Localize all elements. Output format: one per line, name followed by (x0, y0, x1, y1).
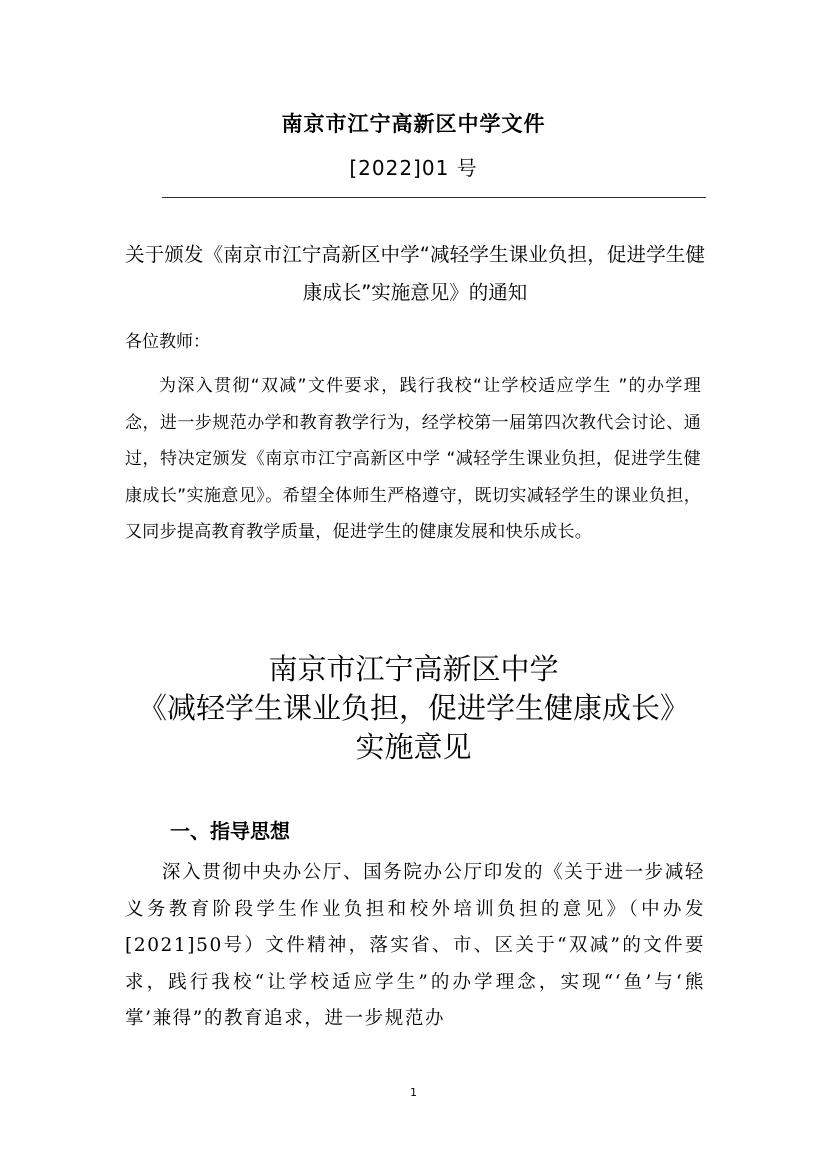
implementation-title-line3: 实施意见 (355, 730, 472, 764)
notice-body-paragraph: 为深入贯彻“双减”文件要求，践行我校“让学校适应学生 ”的办学理念，进一步规范办学和教育教学行为，经学校第一届第四次教代会讨论、通过，特决定颁发《南京市江宁高新区中学 “减轻学生课业负担，促进学生健康成长”实施意见》。希望全体师生严格遵守，既切实减轻学生的课业负担，又同步提高教育教学质量，促进学生的健康发展和快乐成长。 (125, 376, 701, 542)
page-number: 1 (410, 1086, 417, 1099)
section-heading-guiding-ideology: 一、指导思想 (170, 819, 290, 843)
implementation-title-line1: 南京市江宁高新区中学 (268, 652, 559, 686)
implementation-title (0, 650, 827, 767)
notice-title: 关于颁发《南京市江宁高新区中学“减轻学生课业负担，促进学生健康成长”实施意见》的通知 (125, 243, 705, 304)
document-number: [2022]01 号 (349, 156, 478, 180)
document-header: 南京市江宁高新区中学文件 (281, 112, 546, 136)
section-paragraph: 深入贯彻中央办公厅、国务院办公厅印发的《关于进一步减轻义务教育阶段学生作业负担和校外培训负担的意见》（中办发[2021]50号）文件精神，落实省、市、区关于“双减”的文件要求，践行我校“让学校适应学生”的办学理念，实现“‘鱼’与‘熊掌’兼得”的教育追求，进一步规范办 (125, 862, 705, 1029)
salutation: 各位教师： (125, 332, 210, 352)
header-divider (162, 197, 706, 198)
implementation-title-line2: 《减轻学生课业负担，促进学生健康成长》 (137, 691, 689, 725)
